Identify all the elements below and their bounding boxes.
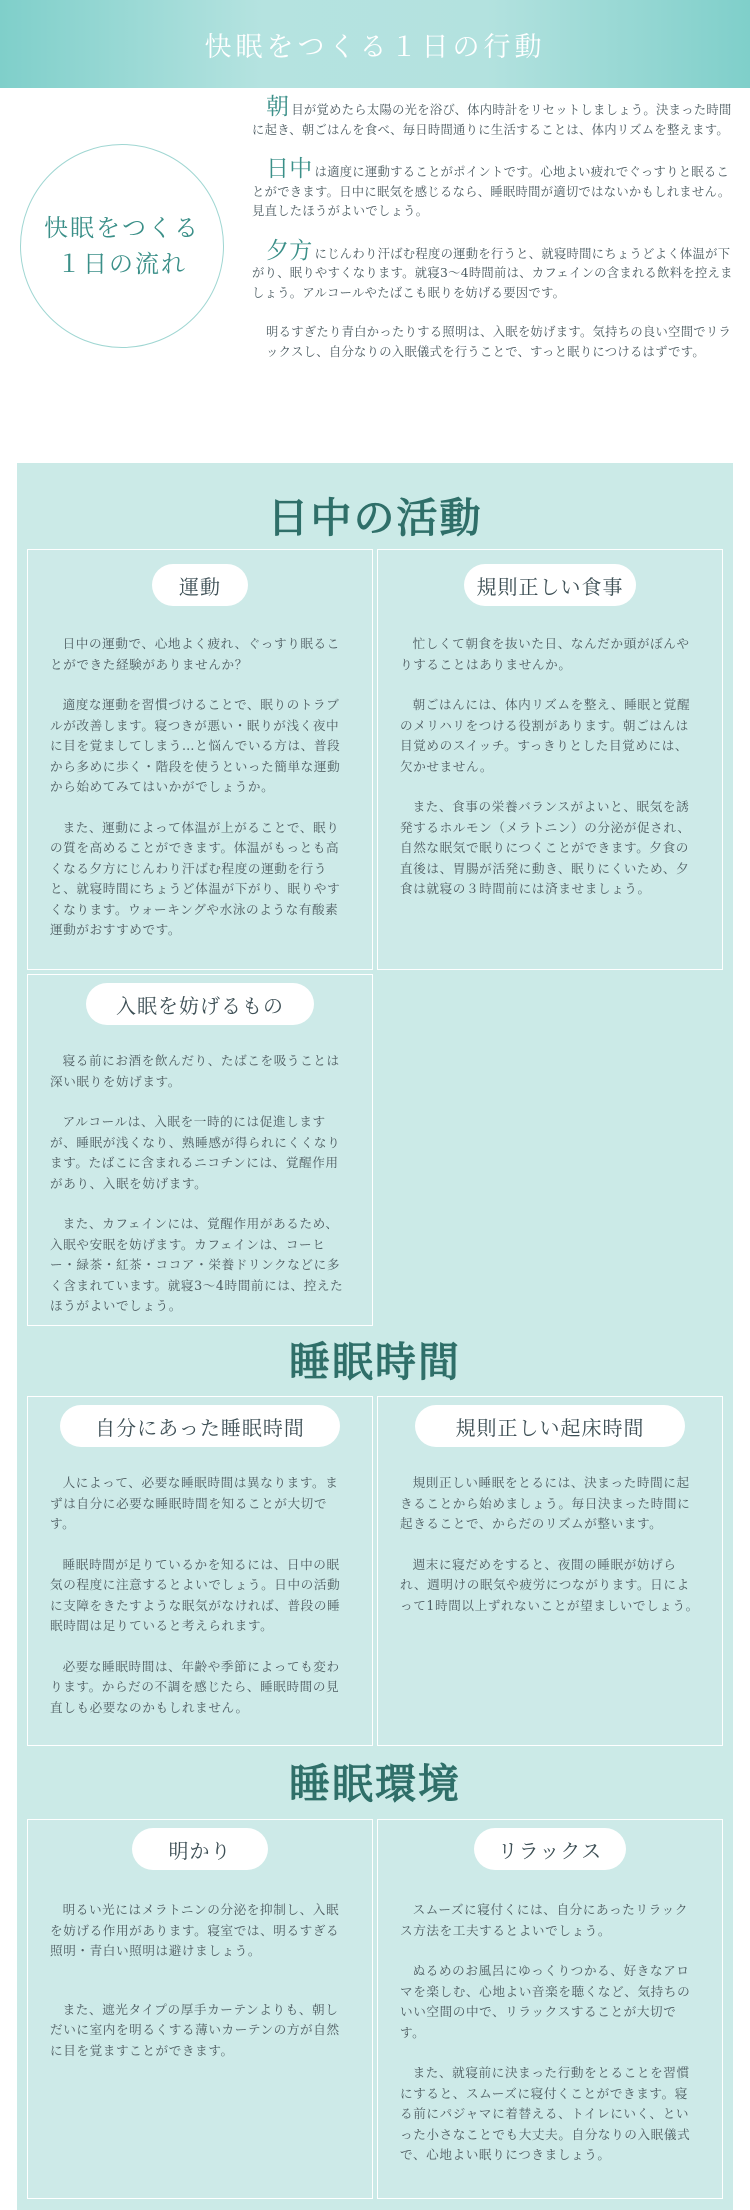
intro-paragraph-lighting: 明るすぎたり青白かったりする照明は、入眠を妨げます。気持ちの良い空間でリラックスし、自分なりの入眠儀式を行うことで、すっと眠りにつけるはずです。 (266, 325, 732, 359)
card-wake-time (377, 1396, 723, 1746)
lead-word-evening: 夕方 (266, 237, 313, 264)
circle-line-2: １日の流れ (57, 250, 187, 278)
intro-paragraph-morning: 朝目が覚めたら太陽の光を浴び、体内時計をリセットしましょう。決まった時間に起き、朝ごはんを食べ、毎日時間通りに生活することは、体内リズムを整えます。 (252, 94, 732, 137)
card-heading-lighting: 明かり (132, 1828, 268, 1870)
intro-section (0, 88, 750, 463)
card-body-relax: スムーズに寝付くには、自分にあったリラックス方法を工夫するとよいでしょう。 ぬるめのお風呂にゆっくりつかる、好きなアロマを楽しむ、心地よい音楽を聴くなど、気持ちのいい空間の中で、リラックスすることが大切です。 また、就寝前に決まった行動をとることを習慣にすると、スムーズに寝付くことができます。寝る前にパジャマに着替える、トイレにいく、といった小さなことでも大丈夫。自分なりの入眠儀式で、心地よい眠りにつきましょう。 (400, 1902, 691, 2162)
intro-text-block (252, 94, 734, 382)
card-body-lighting: 明るい光にはメラトニンの分泌を抑制し、入眠を妨げる作用があります。寝室では、明るすぎる照明・青白い照明は避けましょう。 また、遮光タイプの厚手カーテンよりも、朝しだいに室内を明るくする薄いカーテンの方が自然に目を覚ますことができます。 (50, 1902, 340, 2058)
card-exercise (27, 549, 373, 970)
card-heading-exercise: 運動 (152, 564, 248, 606)
card-heading-wake-time: 規則正しい起床時間 (415, 1405, 685, 1447)
card-heading-relax: リラックス (474, 1828, 626, 1870)
card-lighting (27, 1819, 373, 2199)
intro-paragraph-evening: 夕方 にじんわり汗ばむ程度の運動を行うと、就寝時間にちょうどよく体温が下がり、眠りやすくなります。就寝3～4時間前は、カフェインの含まれる飲料を控えましょう。アルコールやたばこも眠りを妨げる要因です。 (252, 237, 733, 300)
card-heading-sleep-disturbers: 入眠を妨げるもの (86, 983, 314, 1025)
card-sleep-disturbers (27, 974, 373, 1326)
card-body-sleep-disturbers: 寝る前にお酒を飲んだり、たばこを吸うことは深い眠りを妨げます。 アルコールは、入眠を一時的には促進しますが、睡眠が浅くなり、熟睡感が得られにくくなります。たばこに含まれるニコチンには、覚醒作用があり、入眠を妨げます。 また、カフェインには、覚醒作用があるため、入眠や安眠を妨げます。カフェインは、コーヒー・緑茶・紅茶・ココア・栄養ドリンクなどに多く含まれています。就寝3～4時間前には、控えたほうがよいでしょう。 (50, 1053, 344, 1313)
content-panel (17, 463, 733, 2210)
section-title-environment: 睡眠環境 (289, 1760, 461, 1808)
card-heading-own-sleep-time: 自分にあった睡眠時間 (60, 1405, 340, 1447)
intro-paragraph-daytime: 日中 は適度に運動することがポイントです。心地よい疲れでぐっすりと眠ることができます。日中に眠気を感じるなら、睡眠時間が適切ではないかもしれません。見直したほうがよいでしょう。 (252, 156, 731, 218)
section-title-sleep-time: 睡眠時間 (289, 1338, 461, 1386)
intro-circle-badge (20, 144, 224, 348)
card-body-meals: 忙しくて朝食を抜いた日、なんだか頭がぼんやりすることはありませんか。 朝ごはんには、体内リズムを整え、睡眠と覚醒のメリハリをつける役割があります。朝ごはんは目覚めのスイッチ。すっきりとした目覚めには、欠かせません。 また、食事の栄養バランスがよいと、眠気を誘発するホルモン（メラトニン）の分泌が促され、自然な眠気で眠りにつくことができます。夕食の直後は、胃腸が活発に動き、眠りにくいため、夕食は就寝の３時間前には済ませましょう。 (400, 636, 691, 896)
section-title-daytime: 日中の活動 (267, 494, 483, 542)
card-own-sleep-time (27, 1396, 373, 1746)
circle-line-1: 快眠をつくる (44, 214, 200, 242)
page-title-banner (0, 0, 750, 88)
card-body-own-sleep-time: 人によって、必要な睡眠時間は異なります。まずは自分に必要な睡眠時間を知ることが大切です。 睡眠時間が足りているかを知るには、日中の眠気の程度に注意するとよいでしょう。日中の活動に支障をきたすような眠気がなければ、普段の睡眠時間は足りていると考えられます。 必要な睡眠時間は、年齢や季節によっても変わります。からだの不調を感じたら、睡眠時間の見直しも必要なのかもしれません。 (50, 1475, 341, 1715)
lead-word-daytime: 日中 (266, 156, 313, 182)
page-title: 快眠をつくる１日の行動 (204, 31, 546, 63)
lead-word-morning: 朝 (266, 94, 290, 120)
card-meals (377, 549, 723, 970)
card-body-wake-time: 規則正しい睡眠をとるには、決まった時間に起きることから始めましょう。毎日決まった時間に起きることで、からだのリズムが整います。 週末に寝だめをすると、夜間の睡眠が妨げられ、週明けの眠気や疲労につながります。日によって1時間以上ずれないことが望ましいでしょう。 (400, 1475, 699, 1613)
card-relax (377, 1819, 723, 2199)
card-heading-meals: 規則正しい食事 (464, 564, 636, 606)
card-body-exercise: 日中の運動で、心地よく疲れ、ぐっすり眠ることができた経験がありませんか？ 適度な運動を習慣づけることで、眠りのトラブルが改善します。寝つきが悪い・眠りが浅く夜中に目を覚ましてしまう…と悩んでいる方は、普段から多めに歩く・階段を使うといった簡単な運動から始めてみてはいかがでしょうか。 また、運動によって体温が上がることで、眠りの質を高めることができます。体温がもっとも高くなる夕方にじんわり汗ばむ程度の運動を行うと、就寝時間にちょうど体温が下がり、眠りやすくなります。ウォーキングや水泳のような有酸素運動がおすすめです。 (50, 636, 341, 937)
